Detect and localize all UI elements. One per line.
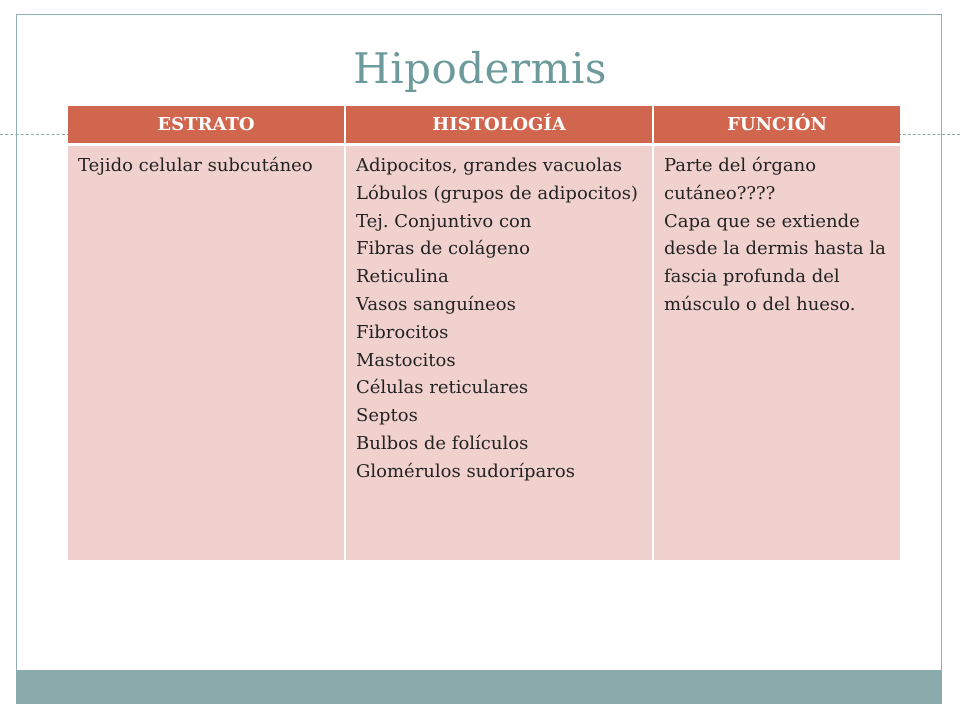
footer-bar	[16, 670, 942, 704]
table-header-row	[68, 106, 900, 145]
header-histologia: HISTOLOGÍA	[345, 106, 653, 145]
histologia-line: Adipocitos, grandes vacuolas	[356, 155, 622, 176]
histologia-line: Fibras de colágeno	[356, 238, 530, 260]
funcion-line: Parte del órgano cutáneo????	[664, 155, 817, 204]
histologia-line: Tej. Conjuntivo con	[356, 210, 532, 232]
funcion-line: Capa que se extiende desde la dermis hasta la fascia profunda del músculo o del hueso.	[664, 210, 886, 315]
histologia-line: Fibrocitos	[356, 321, 449, 343]
histologia-line: Bulbos de folículos	[356, 432, 529, 454]
title-divider-right	[898, 134, 960, 135]
title-divider-left	[0, 134, 70, 135]
histologia-line: Glomérulos sudoríparos	[356, 460, 575, 482]
content-table	[68, 106, 900, 560]
content-table-container	[68, 106, 900, 560]
histologia-line: Septos	[356, 405, 418, 427]
cell-funcion	[653, 145, 900, 561]
header-funcion: FUNCIÓN	[653, 106, 900, 145]
cell-histologia	[345, 145, 653, 561]
histologia-line: Mastocitos	[356, 349, 456, 371]
estrato-text: Tejido celular subcutáneo	[78, 155, 313, 176]
histologia-line: Lóbulos (grupos de adipocitos)	[356, 182, 638, 204]
histologia-line: Reticulina	[356, 266, 449, 288]
cell-estrato	[68, 145, 345, 561]
table-row	[68, 145, 900, 561]
header-estrato: ESTRATO	[68, 106, 345, 145]
histologia-line: Vasos sanguíneos	[356, 293, 516, 315]
slide-title: Hipodermis	[353, 44, 607, 93]
histologia-line: Células reticulares	[356, 377, 529, 399]
